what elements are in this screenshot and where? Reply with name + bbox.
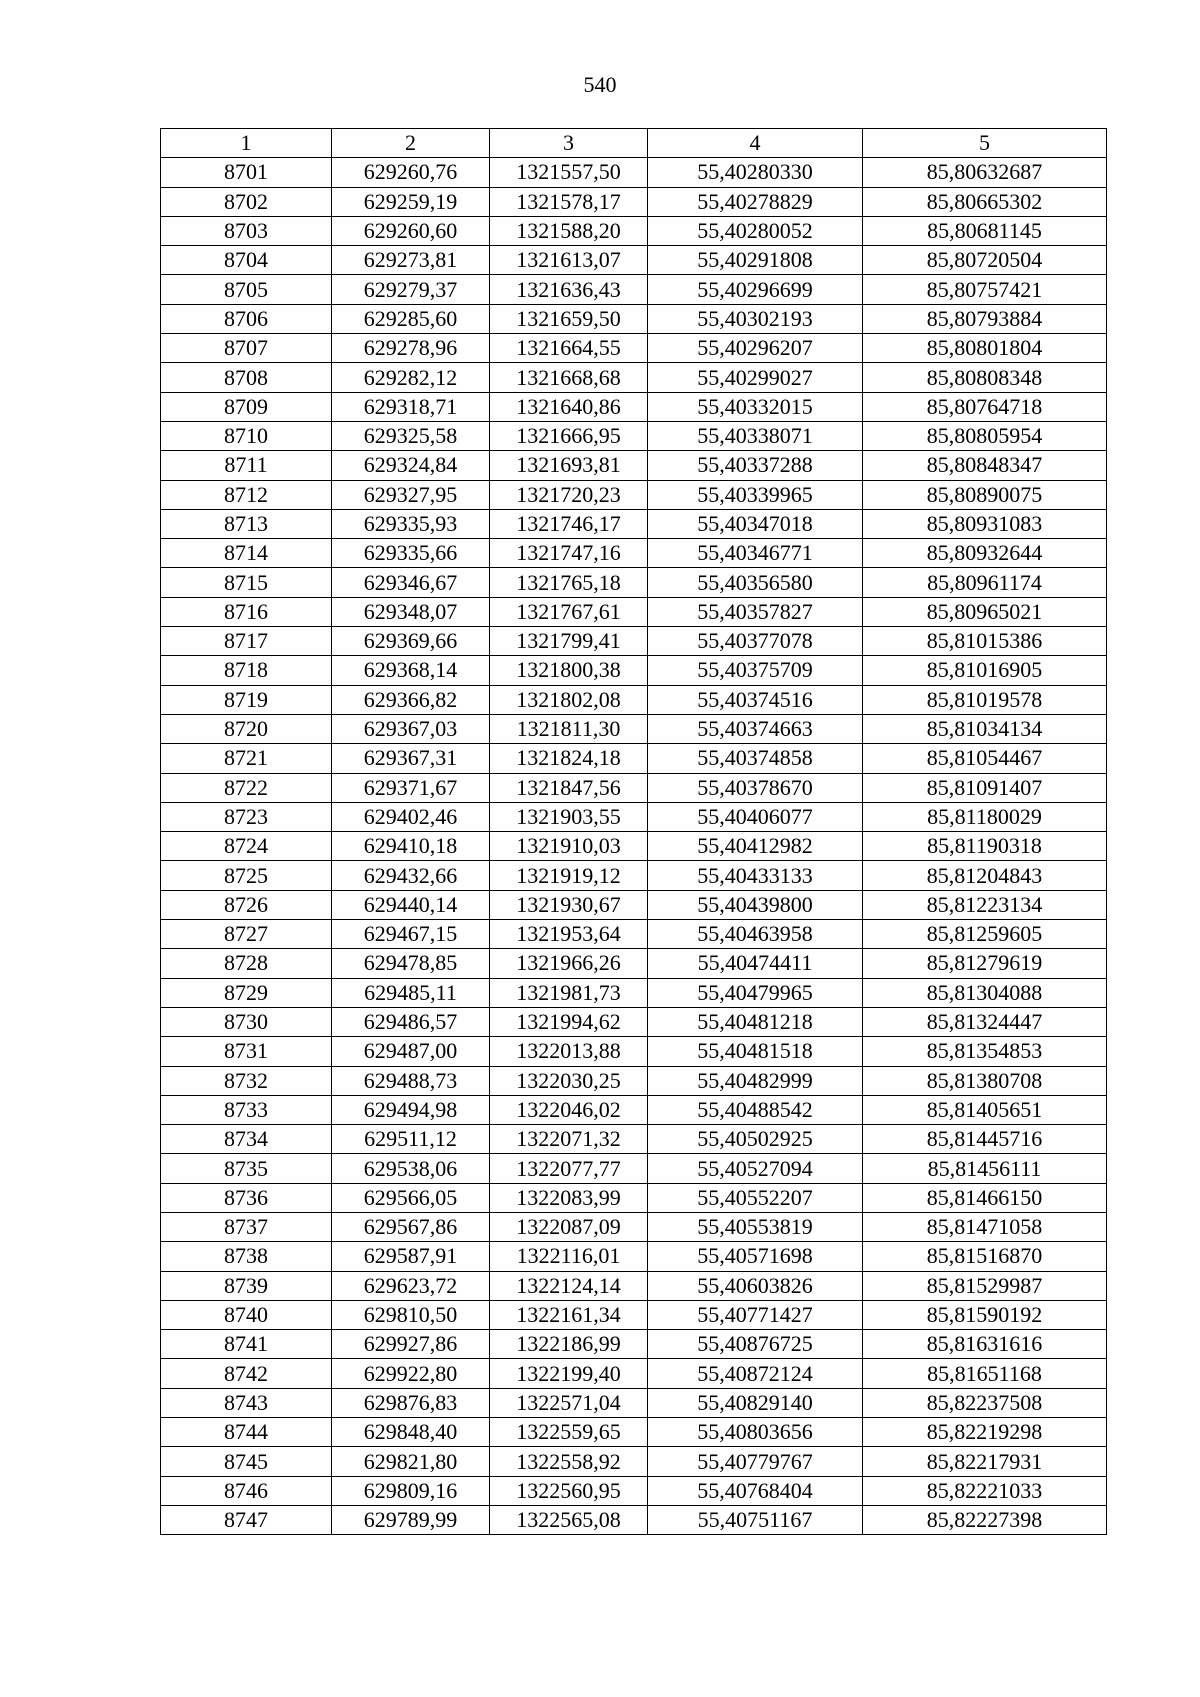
table-cell: 629371,67 <box>332 773 490 802</box>
table-cell: 629488,73 <box>332 1066 490 1095</box>
table-row <box>161 1095 1107 1124</box>
table-cell: 8737 <box>161 1212 332 1241</box>
table-cell: 85,82237508 <box>863 1388 1107 1417</box>
table-cell: 1321693,81 <box>490 451 648 480</box>
table-cell: 8709 <box>161 392 332 421</box>
table-cell: 85,81445716 <box>863 1125 1107 1154</box>
table-cell: 629432,66 <box>332 861 490 890</box>
table-cell: 629324,84 <box>332 451 490 480</box>
table-cell: 85,81054467 <box>863 744 1107 773</box>
table-cell: 55,40502925 <box>648 1125 863 1154</box>
table-row <box>161 509 1107 538</box>
table-cell: 8735 <box>161 1154 332 1183</box>
table-cell: 85,82221033 <box>863 1476 1107 1505</box>
table-cell: 629368,14 <box>332 656 490 685</box>
table-cell: 1322071,32 <box>490 1125 648 1154</box>
table-cell: 1321747,16 <box>490 539 648 568</box>
table-cell: 629487,00 <box>332 1037 490 1066</box>
header-row <box>161 129 1107 158</box>
table-cell: 8725 <box>161 861 332 890</box>
table-cell: 629810,50 <box>332 1300 490 1329</box>
table-cell: 8733 <box>161 1095 332 1124</box>
table-cell: 8743 <box>161 1388 332 1417</box>
table-cell: 55,40375709 <box>648 656 863 685</box>
table-cell: 8728 <box>161 949 332 978</box>
table-cell: 8708 <box>161 363 332 392</box>
table-cell: 1322199,40 <box>490 1359 648 1388</box>
table-cell: 1321800,38 <box>490 656 648 685</box>
table-cell: 55,40433133 <box>648 861 863 890</box>
table-cell: 8747 <box>161 1505 332 1534</box>
table-row <box>161 1476 1107 1505</box>
table-cell: 85,81405651 <box>863 1095 1107 1124</box>
table-cell: 55,40412982 <box>648 832 863 861</box>
table-cell: 1321636,43 <box>490 275 648 304</box>
table-cell: 1322186,99 <box>490 1330 648 1359</box>
table-cell: 1322571,04 <box>490 1388 648 1417</box>
table-row <box>161 1154 1107 1183</box>
table-cell: 8734 <box>161 1125 332 1154</box>
table-cell: 8715 <box>161 568 332 597</box>
header-cell-5: 5 <box>863 129 1107 158</box>
table-cell: 85,81091407 <box>863 773 1107 802</box>
table-cell: 1322565,08 <box>490 1505 648 1534</box>
table-cell: 1321953,64 <box>490 920 648 949</box>
table-cell: 55,40603826 <box>648 1271 863 1300</box>
table-cell: 1321578,17 <box>490 187 648 216</box>
table-cell: 1322077,77 <box>490 1154 648 1183</box>
table-row <box>161 1007 1107 1036</box>
table-row <box>161 597 1107 626</box>
table-cell: 8741 <box>161 1330 332 1359</box>
table-cell: 629876,83 <box>332 1388 490 1417</box>
table-row <box>161 1388 1107 1417</box>
table-cell: 629538,06 <box>332 1154 490 1183</box>
table-cell: 55,40339965 <box>648 480 863 509</box>
table-cell: 85,80801804 <box>863 334 1107 363</box>
table-row <box>161 334 1107 363</box>
table-cell: 629369,66 <box>332 627 490 656</box>
table-cell: 629260,60 <box>332 216 490 245</box>
table-cell: 85,80793884 <box>863 304 1107 333</box>
table-cell: 55,40374663 <box>648 714 863 743</box>
table-row <box>161 275 1107 304</box>
table-row <box>161 421 1107 450</box>
table-cell: 85,81354853 <box>863 1037 1107 1066</box>
table-cell: 85,81324447 <box>863 1007 1107 1036</box>
table-row <box>161 1271 1107 1300</box>
table-row <box>161 363 1107 392</box>
table-cell: 8704 <box>161 246 332 275</box>
table-cell: 1321557,50 <box>490 158 648 187</box>
table-row <box>161 1418 1107 1447</box>
table-cell: 1322116,01 <box>490 1242 648 1271</box>
table-cell: 8721 <box>161 744 332 773</box>
table-cell: 8703 <box>161 216 332 245</box>
table-cell: 629273,81 <box>332 246 490 275</box>
table-cell: 1321802,08 <box>490 685 648 714</box>
table-cell: 8746 <box>161 1476 332 1505</box>
table-cell: 85,82217931 <box>863 1447 1107 1476</box>
table-row <box>161 1447 1107 1476</box>
table-cell: 1321664,55 <box>490 334 648 363</box>
table-row <box>161 158 1107 187</box>
table-row <box>161 246 1107 275</box>
table-cell: 1322083,99 <box>490 1183 648 1212</box>
table-cell: 85,81380708 <box>863 1066 1107 1095</box>
table-cell: 85,80632687 <box>863 158 1107 187</box>
table-cell: 85,81651168 <box>863 1359 1107 1388</box>
table-cell: 629789,99 <box>332 1505 490 1534</box>
table-cell: 55,40356580 <box>648 568 863 597</box>
table-row <box>161 978 1107 1007</box>
table-row <box>161 627 1107 656</box>
table-cell: 8732 <box>161 1066 332 1095</box>
table-cell: 1321746,17 <box>490 509 648 538</box>
table-cell: 85,80720504 <box>863 246 1107 275</box>
table-row <box>161 861 1107 890</box>
table-cell: 1321640,86 <box>490 392 648 421</box>
table-cell: 8745 <box>161 1447 332 1476</box>
table-cell: 8712 <box>161 480 332 509</box>
table-cell: 8723 <box>161 802 332 831</box>
table-cell: 55,40296699 <box>648 275 863 304</box>
table-cell: 55,40463958 <box>648 920 863 949</box>
table-cell: 629366,82 <box>332 685 490 714</box>
table-cell: 8718 <box>161 656 332 685</box>
table-cell: 8731 <box>161 1037 332 1066</box>
table-cell: 1321910,03 <box>490 832 648 861</box>
table-cell: 8706 <box>161 304 332 333</box>
table-cell: 85,80848347 <box>863 451 1107 480</box>
table-cell: 85,81631616 <box>863 1330 1107 1359</box>
table-cell: 629821,80 <box>332 1447 490 1476</box>
table-row <box>161 187 1107 216</box>
table-cell: 629440,14 <box>332 890 490 919</box>
table-cell: 55,40332015 <box>648 392 863 421</box>
table-cell: 55,40876725 <box>648 1330 863 1359</box>
table-cell: 629346,67 <box>332 568 490 597</box>
table-cell: 55,40481218 <box>648 1007 863 1036</box>
table-cell: 629467,15 <box>332 920 490 949</box>
table-cell: 629402,46 <box>332 802 490 831</box>
table-cell: 55,40374516 <box>648 685 863 714</box>
table-cell: 85,81590192 <box>863 1300 1107 1329</box>
table-cell: 85,81204843 <box>863 861 1107 890</box>
table-cell: 55,40280052 <box>648 216 863 245</box>
table-row <box>161 714 1107 743</box>
table-cell: 85,82227398 <box>863 1505 1107 1534</box>
table-cell: 629279,37 <box>332 275 490 304</box>
table-cell: 629335,66 <box>332 539 490 568</box>
table-row <box>161 568 1107 597</box>
table-row <box>161 1125 1107 1154</box>
table-cell: 629259,19 <box>332 187 490 216</box>
table-cell: 1321765,18 <box>490 568 648 597</box>
table-cell: 1321930,67 <box>490 890 648 919</box>
table-row <box>161 1330 1107 1359</box>
table-cell: 629587,91 <box>332 1242 490 1271</box>
header-cell-1: 1 <box>161 129 332 158</box>
table-row <box>161 920 1107 949</box>
table-cell: 85,80665302 <box>863 187 1107 216</box>
table-cell: 55,40278829 <box>648 187 863 216</box>
table-cell: 85,81190318 <box>863 832 1107 861</box>
table-cell: 1321668,68 <box>490 363 648 392</box>
table-cell: 85,81466150 <box>863 1183 1107 1212</box>
table-cell: 629348,07 <box>332 597 490 626</box>
table-cell: 629511,12 <box>332 1125 490 1154</box>
table-row <box>161 451 1107 480</box>
table-cell: 8740 <box>161 1300 332 1329</box>
table-cell: 85,80890075 <box>863 480 1107 509</box>
table-cell: 629285,60 <box>332 304 490 333</box>
table-cell: 85,80681145 <box>863 216 1107 245</box>
table-cell: 629410,18 <box>332 832 490 861</box>
table-cell: 1321994,62 <box>490 1007 648 1036</box>
table-row <box>161 1505 1107 1534</box>
table-cell: 55,40439800 <box>648 890 863 919</box>
table-cell: 1322087,09 <box>490 1212 648 1241</box>
table-cell: 85,80932644 <box>863 539 1107 568</box>
table-cell: 8738 <box>161 1242 332 1271</box>
table-cell: 55,40357827 <box>648 597 863 626</box>
table-cell: 55,40829140 <box>648 1388 863 1417</box>
table-cell: 8720 <box>161 714 332 743</box>
table-cell: 629318,71 <box>332 392 490 421</box>
table-cell: 1322559,65 <box>490 1418 648 1447</box>
table-row <box>161 656 1107 685</box>
table-cell: 8705 <box>161 275 332 304</box>
table-cell: 55,40553819 <box>648 1212 863 1241</box>
header-cell-2: 2 <box>332 129 490 158</box>
table-cell: 8726 <box>161 890 332 919</box>
table-cell: 629367,31 <box>332 744 490 773</box>
table-cell: 55,40347018 <box>648 509 863 538</box>
table-cell: 629927,86 <box>332 1330 490 1359</box>
table-cell: 1322013,88 <box>490 1037 648 1066</box>
table-cell: 85,81516870 <box>863 1242 1107 1271</box>
page-number: 540 <box>583 72 617 97</box>
table-cell: 85,81456111 <box>863 1154 1107 1183</box>
table-cell: 85,81016905 <box>863 656 1107 685</box>
table-cell: 1321767,61 <box>490 597 648 626</box>
table-cell: 8711 <box>161 451 332 480</box>
table-row <box>161 832 1107 861</box>
table-cell: 55,40571698 <box>648 1242 863 1271</box>
table-cell: 85,80961174 <box>863 568 1107 597</box>
table-cell: 55,40768404 <box>648 1476 863 1505</box>
table-row <box>161 685 1107 714</box>
table-cell: 8729 <box>161 978 332 1007</box>
table-cell: 55,40479965 <box>648 978 863 1007</box>
table-cell: 629922,80 <box>332 1359 490 1388</box>
table-cell: 8724 <box>161 832 332 861</box>
table-cell: 1321919,12 <box>490 861 648 890</box>
table-cell: 8701 <box>161 158 332 187</box>
table-cell: 55,40302193 <box>648 304 863 333</box>
table-cell: 629567,86 <box>332 1212 490 1241</box>
table-cell: 85,80757421 <box>863 275 1107 304</box>
table-cell: 8736 <box>161 1183 332 1212</box>
table-cell: 55,40337288 <box>648 451 863 480</box>
table-cell: 55,40872124 <box>648 1359 863 1388</box>
table-cell: 55,40338071 <box>648 421 863 450</box>
table-cell: 85,80965021 <box>863 597 1107 626</box>
table-cell: 1322558,92 <box>490 1447 648 1476</box>
table-cell: 85,81019578 <box>863 685 1107 714</box>
table-cell: 55,40474411 <box>648 949 863 978</box>
table-cell: 629486,57 <box>332 1007 490 1036</box>
table-cell: 629809,16 <box>332 1476 490 1505</box>
table-cell: 55,40481518 <box>648 1037 863 1066</box>
table-row <box>161 949 1107 978</box>
table-cell: 1321903,55 <box>490 802 648 831</box>
table-cell: 1321966,26 <box>490 949 648 978</box>
table-cell: 629278,96 <box>332 334 490 363</box>
table-cell: 1321981,73 <box>490 978 648 1007</box>
table-cell: 55,40488542 <box>648 1095 863 1124</box>
table-cell: 55,40291808 <box>648 246 863 275</box>
table-row <box>161 1183 1107 1212</box>
table-cell: 629327,95 <box>332 480 490 509</box>
table-cell: 85,81034134 <box>863 714 1107 743</box>
coordinates-table <box>160 128 1107 1535</box>
table-cell: 55,40527094 <box>648 1154 863 1183</box>
table-row <box>161 392 1107 421</box>
table-cell: 629566,05 <box>332 1183 490 1212</box>
table-cell: 1322124,14 <box>490 1271 648 1300</box>
table-cell: 8730 <box>161 1007 332 1036</box>
table-cell: 1322030,25 <box>490 1066 648 1095</box>
table-cell: 55,40482999 <box>648 1066 863 1095</box>
table-row <box>161 1300 1107 1329</box>
table-cell: 629325,58 <box>332 421 490 450</box>
table-cell: 1322161,34 <box>490 1300 648 1329</box>
table-cell: 1321720,23 <box>490 480 648 509</box>
table-row <box>161 890 1107 919</box>
table-cell: 8739 <box>161 1271 332 1300</box>
table-cell: 55,40552207 <box>648 1183 863 1212</box>
table-cell: 55,40296207 <box>648 334 863 363</box>
table-cell: 85,80805954 <box>863 421 1107 450</box>
table-cell: 85,81529987 <box>863 1271 1107 1300</box>
table-row <box>161 1242 1107 1271</box>
header-cell-4: 4 <box>648 129 863 158</box>
table-cell: 8742 <box>161 1359 332 1388</box>
table-cell: 8727 <box>161 920 332 949</box>
table-cell: 629623,72 <box>332 1271 490 1300</box>
table-cell: 8719 <box>161 685 332 714</box>
table-cell: 55,40751167 <box>648 1505 863 1534</box>
table-cell: 8717 <box>161 627 332 656</box>
table-cell: 85,80764718 <box>863 392 1107 421</box>
table-row <box>161 744 1107 773</box>
table-cell: 55,40378670 <box>648 773 863 802</box>
table-row <box>161 773 1107 802</box>
table-cell: 629367,03 <box>332 714 490 743</box>
table-cell: 8710 <box>161 421 332 450</box>
table-cell: 629260,76 <box>332 158 490 187</box>
table-cell: 55,40299027 <box>648 363 863 392</box>
table-cell: 55,40346771 <box>648 539 863 568</box>
table-cell: 8707 <box>161 334 332 363</box>
table-cell: 629335,93 <box>332 509 490 538</box>
table-cell: 85,81223134 <box>863 890 1107 919</box>
table-cell: 1322046,02 <box>490 1095 648 1124</box>
table-cell: 55,40803656 <box>648 1418 863 1447</box>
table-cell: 629848,40 <box>332 1418 490 1447</box>
table-row <box>161 304 1107 333</box>
table-cell: 85,81259605 <box>863 920 1107 949</box>
table-cell: 8713 <box>161 509 332 538</box>
table-cell: 8722 <box>161 773 332 802</box>
table-cell: 85,81180029 <box>863 802 1107 831</box>
table-cell: 8714 <box>161 539 332 568</box>
table-cell: 85,81279619 <box>863 949 1107 978</box>
table-cell: 85,80808348 <box>863 363 1107 392</box>
table-row <box>161 1066 1107 1095</box>
table-cell: 85,81304088 <box>863 978 1107 1007</box>
table-cell: 85,81015386 <box>863 627 1107 656</box>
table-cell: 55,40374858 <box>648 744 863 773</box>
table-cell: 85,81471058 <box>863 1212 1107 1241</box>
table-cell: 1322560,95 <box>490 1476 648 1505</box>
table-cell: 629282,12 <box>332 363 490 392</box>
table-cell: 55,40377078 <box>648 627 863 656</box>
table-cell: 85,82219298 <box>863 1418 1107 1447</box>
table-cell: 1321847,56 <box>490 773 648 802</box>
table-body <box>161 158 1107 1535</box>
table-cell: 55,40406077 <box>648 802 863 831</box>
table-row <box>161 539 1107 568</box>
header-cell-3: 3 <box>490 129 648 158</box>
table-cell: 629494,98 <box>332 1095 490 1124</box>
table-cell: 1321613,07 <box>490 246 648 275</box>
table-row <box>161 216 1107 245</box>
table-cell: 8744 <box>161 1418 332 1447</box>
table-cell: 629485,11 <box>332 978 490 1007</box>
table-row <box>161 480 1107 509</box>
table-cell: 1321811,30 <box>490 714 648 743</box>
table-cell: 1321799,41 <box>490 627 648 656</box>
table-cell: 1321666,95 <box>490 421 648 450</box>
table-cell: 1321659,50 <box>490 304 648 333</box>
table-row <box>161 802 1107 831</box>
table-cell: 1321824,18 <box>490 744 648 773</box>
table-row <box>161 1037 1107 1066</box>
table-row <box>161 1212 1107 1241</box>
table-row <box>161 1359 1107 1388</box>
table-cell: 55,40771427 <box>648 1300 863 1329</box>
table-cell: 85,80931083 <box>863 509 1107 538</box>
table-cell: 55,40779767 <box>648 1447 863 1476</box>
table-cell: 629478,85 <box>332 949 490 978</box>
table-cell: 8702 <box>161 187 332 216</box>
table-cell: 55,40280330 <box>648 158 863 187</box>
table-header <box>161 129 1107 158</box>
table-cell: 8716 <box>161 597 332 626</box>
table-cell: 1321588,20 <box>490 216 648 245</box>
